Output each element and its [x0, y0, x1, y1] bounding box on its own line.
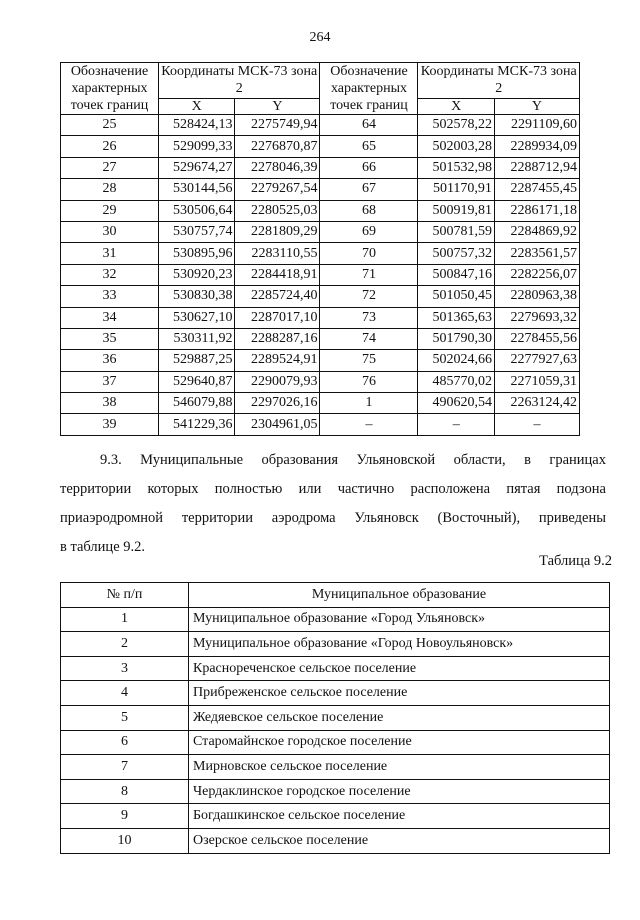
- paragraph-word: в: [524, 452, 531, 468]
- paragraph-line-2: [60, 475, 606, 504]
- y-cell: 2279693,32: [494, 307, 579, 328]
- y-cell: 2279267,54: [235, 179, 320, 200]
- point-cell: 72: [320, 286, 418, 307]
- x-cell: –: [418, 414, 494, 435]
- table-row: [61, 264, 580, 285]
- paragraph-word: области,: [453, 452, 506, 468]
- header-coords-left: Координаты МСК-73 зона 2: [159, 63, 320, 99]
- x-cell: 530506,64: [159, 200, 235, 221]
- index-cell: 4: [61, 681, 189, 706]
- table-row: [61, 307, 580, 328]
- y-cell: 2281809,29: [235, 221, 320, 242]
- index-cell: 6: [61, 730, 189, 755]
- table-row: [61, 179, 580, 200]
- point-cell: 75: [320, 350, 418, 371]
- point-cell: –: [320, 414, 418, 435]
- point-cell: 28: [61, 179, 159, 200]
- point-cell: 69: [320, 221, 418, 242]
- x-cell: 485770,02: [418, 371, 494, 392]
- table-row: [61, 828, 610, 853]
- paragraph-word: границах: [549, 452, 606, 468]
- point-cell: 39: [61, 414, 159, 435]
- x-cell: 500847,16: [418, 264, 494, 285]
- index-cell: 5: [61, 705, 189, 730]
- table-row: [61, 221, 580, 242]
- paragraph-9-3: [60, 446, 606, 562]
- municipality-cell: Богдашкинское сельское поселение: [189, 804, 610, 829]
- paragraph-word: территории: [60, 481, 132, 497]
- municipality-cell: Старомайнское городское поселение: [189, 730, 610, 755]
- y-cell: 2271059,31: [494, 371, 579, 392]
- x-cell: 502024,66: [418, 350, 494, 371]
- index-cell: 10: [61, 828, 189, 853]
- paragraph-word: полностью: [214, 481, 283, 497]
- y-cell: 2289934,09: [494, 136, 579, 157]
- y-cell: 2263124,42: [494, 393, 579, 414]
- coordinates-table-body: [61, 115, 580, 436]
- paragraph-word: подзона: [556, 481, 606, 497]
- x-cell: 500781,59: [418, 221, 494, 242]
- paragraph-word: Муниципальные: [140, 452, 244, 468]
- municipality-cell: Озерское сельское поселение: [189, 828, 610, 853]
- point-cell: 66: [320, 157, 418, 178]
- point-cell: 67: [320, 179, 418, 200]
- point-cell: 76: [320, 371, 418, 392]
- paragraph-word: Ульяновск: [354, 510, 419, 526]
- x-cell: 529674,27: [159, 157, 235, 178]
- municipality-cell: Муниципальное образование «Город Новоульяновск»: [189, 632, 610, 657]
- header-point-left: Обозначение характерных точек границ: [61, 63, 159, 115]
- paragraph-line-3: [60, 504, 606, 533]
- x-cell: 530757,74: [159, 221, 235, 242]
- paragraph-word: территории: [181, 510, 254, 526]
- y-cell: 2297026,16: [235, 393, 320, 414]
- point-cell: 64: [320, 115, 418, 136]
- y-cell: 2291109,60: [494, 115, 579, 136]
- x-cell: 501790,30: [418, 328, 494, 349]
- table-row: [61, 200, 580, 221]
- header-point-right: Обозначение характерных точек границ: [320, 63, 418, 115]
- table-row: [61, 632, 610, 657]
- table-row: [61, 136, 580, 157]
- y-cell: 2278455,56: [494, 328, 579, 349]
- y-cell: 2280525,03: [235, 200, 320, 221]
- paragraph-word: приаэродромной: [60, 510, 164, 526]
- table-row: [61, 755, 610, 780]
- municipality-cell: Чердаклинское городское поселение: [189, 779, 610, 804]
- municipality-cell: Краснореченское сельское поселение: [189, 656, 610, 681]
- index-cell: 2: [61, 632, 189, 657]
- table-row: [61, 328, 580, 349]
- x-cell: 530830,38: [159, 286, 235, 307]
- y-cell: 2287455,45: [494, 179, 579, 200]
- x-cell: 502003,28: [418, 136, 494, 157]
- table-row: [61, 393, 580, 414]
- y-cell: 2287017,10: [235, 307, 320, 328]
- y-cell: 2283561,57: [494, 243, 579, 264]
- paragraph-word: частично: [337, 481, 395, 497]
- point-cell: 31: [61, 243, 159, 264]
- x-cell: 502578,22: [418, 115, 494, 136]
- y-cell: 2284869,92: [494, 221, 579, 242]
- municipality-cell: Прибреженское сельское поселение: [189, 681, 610, 706]
- point-cell: 68: [320, 200, 418, 221]
- table-row: [61, 371, 580, 392]
- header-x-right: X: [418, 99, 494, 115]
- table-row: [61, 804, 610, 829]
- paragraph-word: которых: [147, 481, 199, 497]
- paragraph-word: аэродрома: [271, 510, 336, 526]
- point-cell: 1: [320, 393, 418, 414]
- paragraph-word: пятая: [506, 481, 541, 497]
- municipality-cell: Мирновское сельское поселение: [189, 755, 610, 780]
- y-cell: 2288712,94: [494, 157, 579, 178]
- table-row: [61, 157, 580, 178]
- header-x-left: X: [159, 99, 235, 115]
- y-cell: 2280963,38: [494, 286, 579, 307]
- x-cell: 529099,33: [159, 136, 235, 157]
- point-cell: 29: [61, 200, 159, 221]
- paragraph-word: образования: [261, 452, 339, 468]
- table-row: [61, 350, 580, 371]
- point-cell: 65: [320, 136, 418, 157]
- paragraph-word: или: [298, 481, 322, 497]
- y-cell: 2276870,87: [235, 136, 320, 157]
- paragraph-word: приведены: [538, 510, 606, 526]
- table-row: [61, 607, 610, 632]
- paragraph-word: Ульяновской: [356, 452, 436, 468]
- paragraph-word: (Восточный),: [437, 510, 521, 526]
- header-index: № п/п: [61, 583, 189, 608]
- x-cell: 530627,10: [159, 307, 235, 328]
- y-cell: 2284418,91: [235, 264, 320, 285]
- x-cell: 500919,81: [418, 200, 494, 221]
- index-cell: 7: [61, 755, 189, 780]
- x-cell: 529640,87: [159, 371, 235, 392]
- x-cell: 546079,88: [159, 393, 235, 414]
- x-cell: 530920,23: [159, 264, 235, 285]
- index-cell: 8: [61, 779, 189, 804]
- x-cell: 501170,91: [418, 179, 494, 200]
- municipalities-table-body: [61, 607, 610, 853]
- table-caption: Таблица 9.2: [539, 553, 612, 569]
- y-cell: –: [494, 414, 579, 435]
- table-row: [61, 730, 610, 755]
- municipality-cell: Жедяевское сельское поселение: [189, 705, 610, 730]
- y-cell: 2283110,55: [235, 243, 320, 264]
- x-cell: 530895,96: [159, 243, 235, 264]
- point-cell: 25: [61, 115, 159, 136]
- municipalities-table: [60, 582, 610, 854]
- point-cell: 38: [61, 393, 159, 414]
- page-number: 264: [309, 30, 331, 45]
- table-row: [61, 243, 580, 264]
- header-y-right: Y: [494, 99, 579, 115]
- paragraph-line-4: [60, 533, 606, 562]
- table-row: [61, 705, 610, 730]
- paragraph-word: 9.3.: [100, 452, 122, 468]
- y-cell: 2290079,93: [235, 371, 320, 392]
- x-cell: 501532,98: [418, 157, 494, 178]
- y-cell: 2278046,39: [235, 157, 320, 178]
- table-row: [61, 286, 580, 307]
- point-cell: 26: [61, 136, 159, 157]
- point-cell: 70: [320, 243, 418, 264]
- y-cell: 2275749,94: [235, 115, 320, 136]
- y-cell: 2289524,91: [235, 350, 320, 371]
- y-cell: 2277927,63: [494, 350, 579, 371]
- x-cell: 528424,13: [159, 115, 235, 136]
- header-municipality: Муниципальное образование: [189, 583, 610, 608]
- x-cell: 490620,54: [418, 393, 494, 414]
- y-cell: 2285724,40: [235, 286, 320, 307]
- x-cell: 530144,56: [159, 179, 235, 200]
- x-cell: 501365,63: [418, 307, 494, 328]
- x-cell: 500757,32: [418, 243, 494, 264]
- paragraph-word: расположена: [410, 481, 491, 497]
- x-cell: 530311,92: [159, 328, 235, 349]
- table-row: [61, 681, 610, 706]
- index-cell: 3: [61, 656, 189, 681]
- header-y-left: Y: [235, 99, 320, 115]
- point-cell: 32: [61, 264, 159, 285]
- index-cell: 9: [61, 804, 189, 829]
- point-cell: 27: [61, 157, 159, 178]
- x-cell: 529887,25: [159, 350, 235, 371]
- table-row: [61, 414, 580, 435]
- point-cell: 73: [320, 307, 418, 328]
- header-coords-right: Координаты МСК-73 зона 2: [418, 63, 580, 99]
- y-cell: 2286171,18: [494, 200, 579, 221]
- point-cell: 36: [61, 350, 159, 371]
- y-cell: 2304961,05: [235, 414, 320, 435]
- x-cell: 541229,36: [159, 414, 235, 435]
- paragraph-text: в таблице 9.2.: [60, 539, 146, 555]
- index-cell: 1: [61, 607, 189, 632]
- coordinates-table: [60, 62, 580, 436]
- point-cell: 37: [61, 371, 159, 392]
- point-cell: 71: [320, 264, 418, 285]
- table-row: [61, 115, 580, 136]
- table-row: [61, 779, 610, 804]
- point-cell: 34: [61, 307, 159, 328]
- municipality-cell: Муниципальное образование «Город Ульяновск»: [189, 607, 610, 632]
- y-cell: 2282256,07: [494, 264, 579, 285]
- point-cell: 33: [61, 286, 159, 307]
- point-cell: 35: [61, 328, 159, 349]
- table-row: [61, 656, 610, 681]
- paragraph-line-1: [60, 446, 606, 475]
- point-cell: 74: [320, 328, 418, 349]
- y-cell: 2288287,16: [235, 328, 320, 349]
- x-cell: 501050,45: [418, 286, 494, 307]
- point-cell: 30: [61, 221, 159, 242]
